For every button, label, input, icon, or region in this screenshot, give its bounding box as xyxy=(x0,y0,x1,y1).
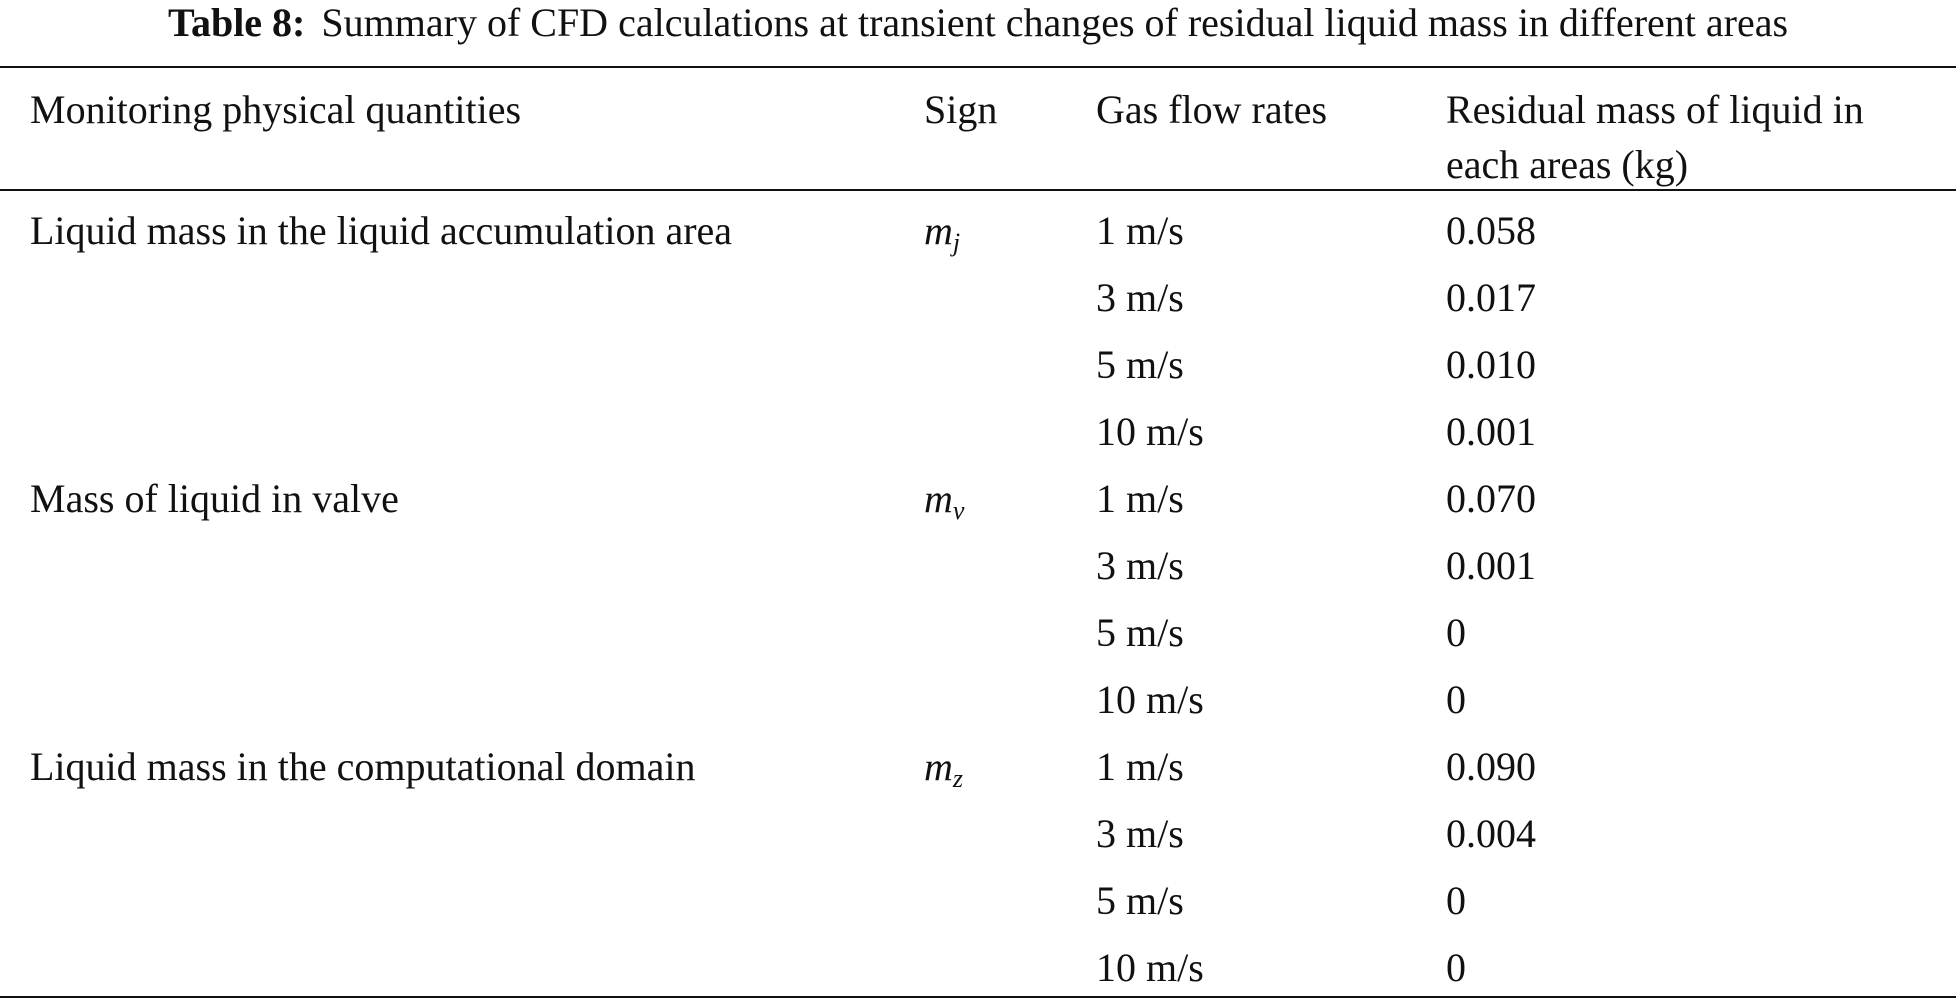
gas-flow-rate-cell: 1 m/s xyxy=(1096,476,1184,521)
table-caption-text: Summary of CFD calculations at transient changes of residual liquid mass in different areas xyxy=(321,0,1789,45)
table-body xyxy=(0,203,1956,993)
quantity-cell: Liquid mass in the computational domain xyxy=(30,744,696,789)
sign-subscript: z xyxy=(952,764,964,793)
table-top-rule xyxy=(0,66,1956,68)
gas-flow-rate-cell: 10 m/s xyxy=(1096,945,1204,990)
quantity-cell: Liquid mass in the liquid accumulation area xyxy=(30,208,733,253)
residual-mass-cell: 0.090 xyxy=(1446,744,1536,789)
table-row xyxy=(0,538,1956,605)
table-row xyxy=(0,270,1956,337)
residual-mass-cell: 0.017 xyxy=(1446,275,1536,320)
residual-mass-cell: 0.004 xyxy=(1446,811,1536,856)
table-group-valve xyxy=(0,471,1956,739)
table-row xyxy=(0,739,1956,806)
residual-mass-cell: 0 xyxy=(1446,878,1466,923)
sign-subscript: v xyxy=(952,496,965,525)
gas-flow-rate-cell: 5 m/s xyxy=(1096,610,1184,655)
residual-mass-cell: 0.058 xyxy=(1446,208,1536,253)
table-header-rule xyxy=(0,189,1956,191)
sign-base: m xyxy=(924,476,953,521)
header-sign: Sign xyxy=(924,87,998,132)
residual-mass-cell: 0.001 xyxy=(1446,543,1536,588)
table-row xyxy=(0,806,1956,873)
gas-flow-rate-cell: 3 m/s xyxy=(1096,543,1184,588)
gas-flow-rate-cell: 3 m/s xyxy=(1096,275,1184,320)
header-residual-mass: Residual mass of liquid in each areas (kg) xyxy=(1446,87,1864,187)
gas-flow-rate-cell: 3 m/s xyxy=(1096,811,1184,856)
residual-mass-cell: 0 xyxy=(1446,610,1466,655)
gas-flow-rate-cell: 1 m/s xyxy=(1096,744,1184,789)
table-header-row xyxy=(0,82,1956,186)
header-monitoring-quantities: Monitoring physical quantities xyxy=(30,87,522,132)
sign-base: m xyxy=(924,744,953,789)
gas-flow-rate-cell: 10 m/s xyxy=(1096,677,1204,722)
sign-subscript: j xyxy=(952,228,961,257)
header-gas-flow-rates: Gas flow rates xyxy=(1096,87,1328,132)
gas-flow-rate-cell: 10 m/s xyxy=(1096,409,1204,454)
table-group-computational-domain xyxy=(0,739,1956,1007)
table-group-accumulation-area xyxy=(0,203,1956,471)
table-row xyxy=(0,203,1956,270)
table-row xyxy=(0,337,1956,404)
table-bottom-rule xyxy=(0,996,1956,998)
residual-mass-cell: 0 xyxy=(1446,945,1466,990)
residual-mass-cell: 0.010 xyxy=(1446,342,1536,387)
table-row xyxy=(0,404,1956,471)
table-row xyxy=(0,672,1956,739)
table-row xyxy=(0,605,1956,672)
residual-mass-cell: 0.001 xyxy=(1446,409,1536,454)
gas-flow-rate-cell: 5 m/s xyxy=(1096,342,1184,387)
residual-mass-cell: 0 xyxy=(1446,677,1466,722)
gas-flow-rate-cell: 1 m/s xyxy=(1096,208,1184,253)
residual-mass-cell: 0.070 xyxy=(1446,476,1536,521)
quantity-cell: Mass of liquid in valve xyxy=(30,476,399,521)
table-row xyxy=(0,471,1956,538)
table-caption xyxy=(0,0,1956,46)
table-caption-label: Table 8: xyxy=(167,0,306,45)
table-row xyxy=(0,873,1956,940)
gas-flow-rate-cell: 5 m/s xyxy=(1096,878,1184,923)
sign-base: m xyxy=(924,208,953,253)
